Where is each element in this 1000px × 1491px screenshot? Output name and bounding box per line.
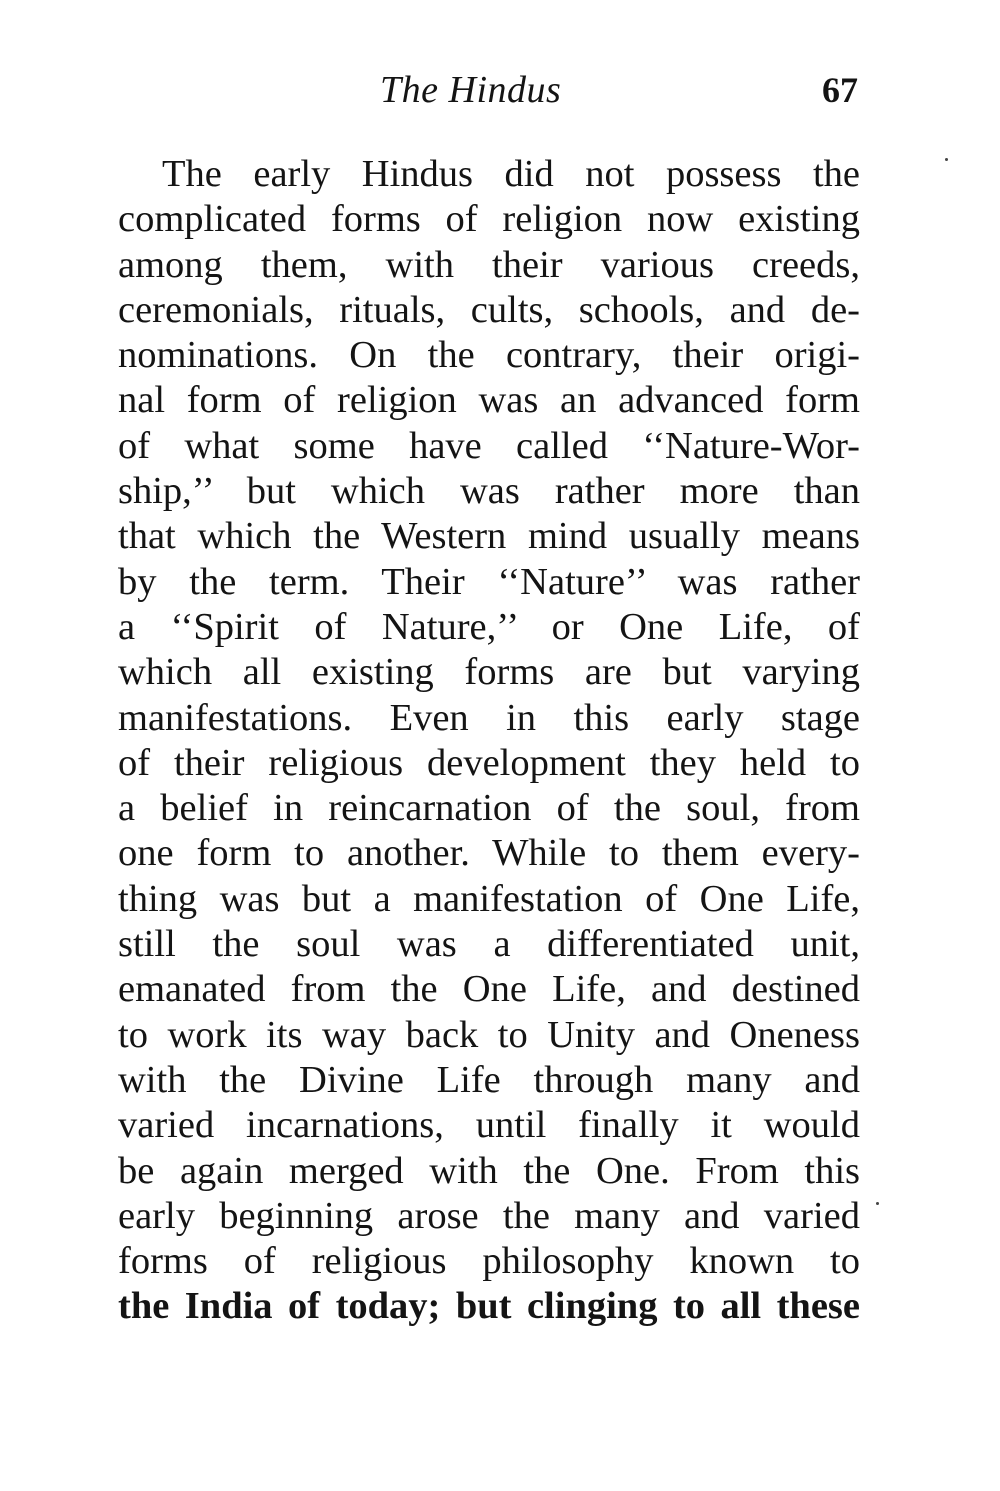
text-line: with the Divine Life through many and	[118, 1058, 860, 1101]
print-speck	[945, 158, 948, 161]
text-line: of their religious development they held to	[118, 741, 860, 784]
text-line: of what some have called ‘‘Nature-Wor-	[118, 424, 860, 467]
text-line: among them, with their various creeds,	[118, 243, 860, 286]
page-number: 67	[822, 70, 858, 110]
text-line: that which the Western mind usually means	[118, 515, 860, 558]
text-line: one form to another. While to them every-	[118, 832, 860, 875]
text-line: manifestations. Even in this early stage	[118, 696, 860, 739]
running-title: The Hindus	[380, 69, 562, 111]
text-line: ship,’’ but which was rather more than	[118, 470, 860, 513]
text-line: still the soul was a differentiated unit,	[118, 923, 860, 966]
text-line: complicated forms of religion now existing	[118, 198, 860, 241]
text-line: nal form of religion was an advanced form	[118, 379, 860, 422]
text-line: The early Hindus did not possess the	[162, 153, 860, 195]
text-line: emanated from the One Life, and destined	[118, 968, 860, 1011]
text-line: varied incarnations, until finally it would	[118, 1104, 860, 1147]
print-speck	[876, 1202, 879, 1205]
text-line: nominations. On the contrary, their origi-	[118, 334, 860, 377]
text-line: forms of religious philosophy known to	[118, 1240, 860, 1283]
body-paragraph	[118, 152, 860, 1330]
text-line: by the term. Their ‘‘Nature’’ was rather	[118, 560, 860, 603]
text-line: thing was but a manifestation of One Life,	[118, 877, 860, 920]
text-line: the India of today; but clinging to all these	[118, 1285, 860, 1328]
text-line: to work its way back to Unity and Oneness	[118, 1013, 860, 1056]
text-line: which all existing forms are but varying	[118, 651, 860, 694]
text-line: be again merged with the One. From this	[118, 1149, 860, 1192]
text-line: early beginning arose the many and varied	[118, 1194, 860, 1237]
text-line: a ‘‘Spirit of Nature,’’ or One Life, of	[118, 605, 860, 648]
text-line: a belief in reincarnation of the soul, from	[118, 787, 860, 830]
text-line: ceremonials, rituals, cults, schools, and de-	[118, 288, 860, 331]
running-head	[118, 64, 860, 116]
